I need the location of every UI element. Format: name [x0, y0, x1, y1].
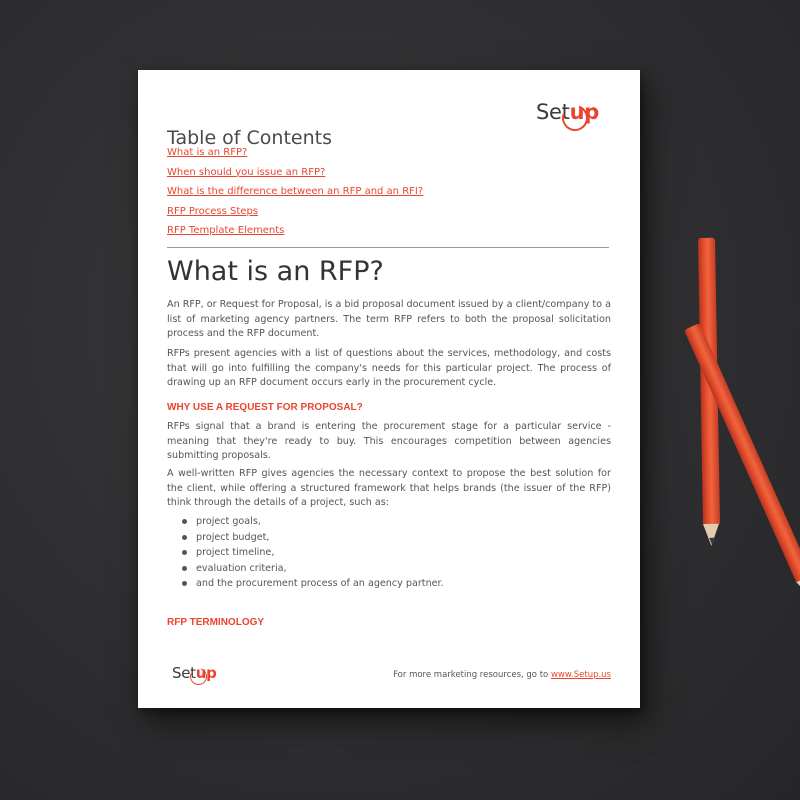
- subheading: WHY USE A REQUEST FOR PROPOSAL?: [167, 402, 363, 413]
- footer-note: For more marketing resources, go to www.Setup.us: [393, 670, 611, 680]
- toc-link-what-is-rfp[interactable]: What is an RFP?: [167, 147, 248, 158]
- list-item: evaluation criteria,: [182, 561, 444, 577]
- setup-logo: Setup: [536, 100, 599, 124]
- document-page: [138, 70, 640, 708]
- paragraph: RFPs present agencies with a list of questions about the services, methodology, and costs that will go into fulfilling the company's needs for this particular project. The process of drawing up an RFP document occurs early in the procurement cycle.: [167, 348, 611, 389]
- bullet-list: [182, 514, 444, 592]
- paragraph: A well-written RFP gives agencies the necessary context to propose the best solution for the client, while offering a structured framework that helps brands (the issuer of the RFP) think through the details of a project, such as:: [167, 468, 611, 509]
- toc-link-when-issue[interactable]: When should you issue an RFP?: [167, 166, 326, 178]
- list-item: and the procurement process of an agency partner.: [182, 576, 444, 592]
- list-item: project budget,: [182, 530, 444, 546]
- paragraph: An RFP, or Request for Proposal, is a bid proposal document issued by a client/company to a list of marketing agency partners. The term RFP refers to both the proposal solicitation process and the RFP document.: [167, 299, 611, 340]
- toc-link-template-elements[interactable]: RFP Template Elements: [167, 225, 285, 236]
- setup-logo-footer: Setup: [172, 664, 217, 682]
- list-item: project timeline,: [182, 545, 444, 561]
- toc-link-rfp-vs-rfi[interactable]: What is the difference between an RFP and an RFI?: [167, 186, 424, 197]
- table-of-contents: [167, 142, 423, 240]
- paragraph: RFPs signal that a brand is entering the procurement stage for a particular service - meaning that they're ready to buy. This encourages competition between agencies submitting proposals.: [167, 421, 611, 462]
- next-section-heading: RFP TERMINOLOGY: [167, 617, 265, 628]
- footer-link[interactable]: www.Setup.us: [550, 670, 611, 680]
- toc-title: Table of Contents: [167, 126, 332, 149]
- toc-link-process-steps[interactable]: RFP Process Steps: [167, 205, 259, 217]
- list-item: project goals,: [182, 514, 444, 530]
- section-heading: What is an RFP?: [167, 256, 384, 287]
- divider: [167, 247, 609, 248]
